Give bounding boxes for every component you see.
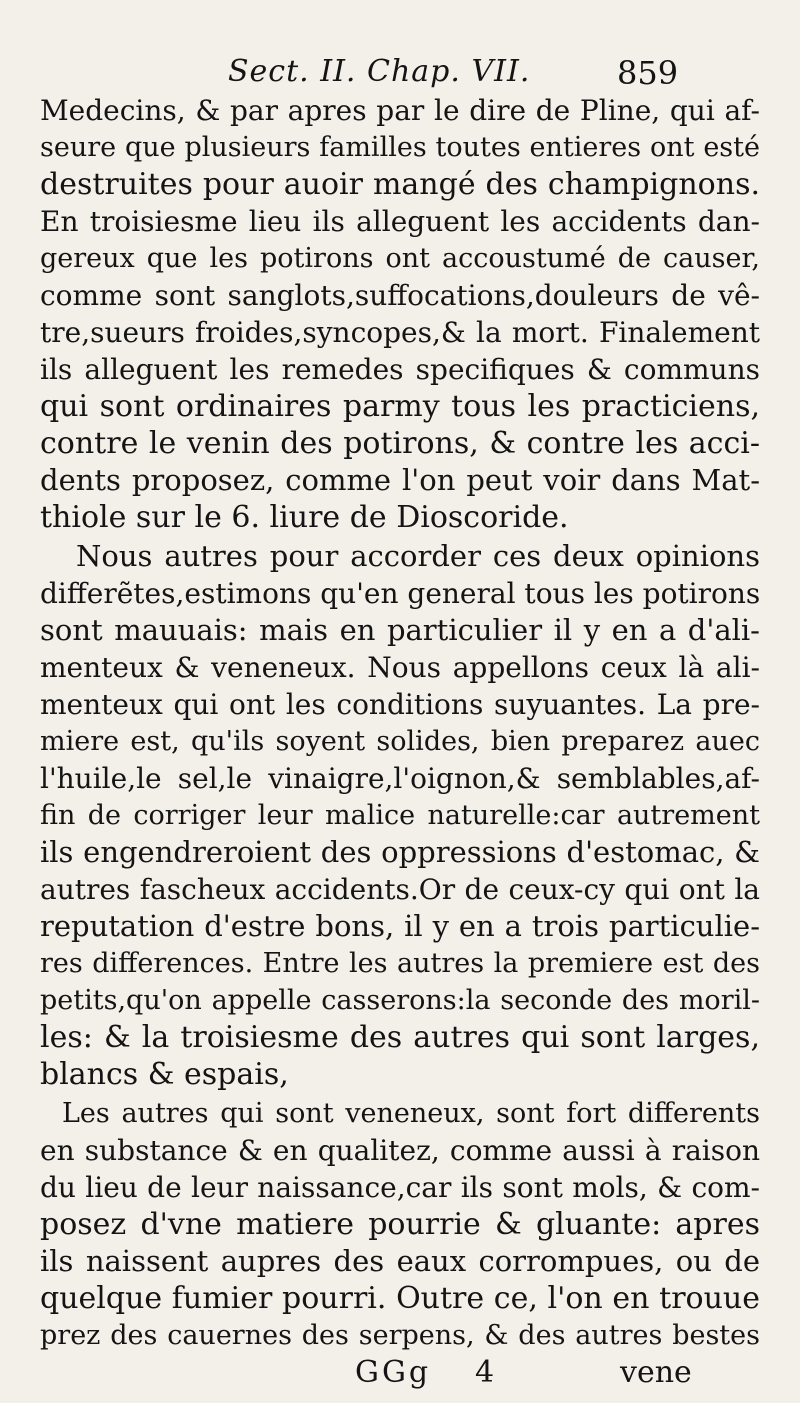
text-line: gereux que les potirons ont accoustumé de causer,	[40, 243, 760, 274]
text-line: ils naissent aupres des eaux corrompues, ou de	[40, 1244, 760, 1278]
text-line: quelque fumier pourri. Outre ce, l'on en trouue	[40, 1281, 760, 1316]
page-footer	[0, 1355, 800, 1395]
text-line: menteux & veneneux. Nous appellons ceux là ali-	[40, 651, 760, 684]
text-line: seure que plusieurs familles toutes entieres ont esté	[40, 132, 760, 163]
running-head: Sect. II. Chap. VII.	[228, 54, 531, 89]
signature-mark: GGg	[355, 1355, 432, 1390]
signature-number: 4	[475, 1355, 495, 1390]
text-line: sont mauuais: mais en particulier il y en a d'ali-	[40, 613, 760, 647]
text-line: posez d'vne matiere pourrie & gluante: apres	[40, 1207, 760, 1242]
text-line: thiole sur le 6. liure de Dioscoride.	[40, 500, 569, 535]
text-line: comme sont sanglots,suffocations,douleurs de vê-	[40, 279, 760, 312]
text-line: destruites pour auoir mangé des champignons.	[40, 167, 760, 202]
text-line: prez des cauernes des serpens, & des autres bestes	[40, 1320, 760, 1351]
text-line: En troisiesme lieu ils alleguent les accidents dan-	[40, 205, 760, 238]
text-line: fin de corriger leur malice naturelle:car autrement	[40, 800, 760, 831]
text-line: miere est, qu'ils soyent solides, bien preparez auec	[40, 726, 760, 757]
text-line: petits,qu'on appelle casserons:la seconde des moril-	[40, 985, 760, 1016]
text-line: tre,sueurs froides,syncopes,& la mort. Finalement	[40, 316, 760, 349]
paragraph-start-line: Les autres qui sont veneneux, sont fort differents	[62, 1098, 760, 1129]
text-line: Medecins, & par apres par le dire de Pline, qui af-	[40, 94, 760, 127]
text-line: ils engendreroient des oppressions d'estomac, &	[40, 835, 760, 869]
text-line: ils alleguent les remedes specifiques & communs	[40, 353, 760, 386]
text-line: differẽtes,estimons qu'en general tous les potirons	[40, 577, 761, 610]
text-line: reputation d'estre bons, il y en a trois particulie-	[40, 909, 760, 943]
page-header	[0, 54, 800, 94]
text-line: contre le venin des potirons, & contre les acci-	[40, 426, 760, 461]
text-line: menteux qui ont les conditions suyuantes. La pre-	[40, 688, 760, 721]
text-line: blancs & espais,	[40, 1057, 289, 1092]
text-line: du lieu de leur naissance,car ils sont mols, & com-	[40, 1171, 760, 1204]
text-line: les: & la troisiesme des autres qui sont larges,	[40, 1020, 760, 1055]
text-line: dents proposez, comme l'on peut voir dans Mat-	[40, 463, 760, 497]
text-line: qui sont ordinaires parmy tous les practiciens,	[40, 389, 760, 424]
text-line: res differences. Entre les autres la premiere est des	[40, 948, 760, 979]
paragraph-start-line: Nous autres pour accorder ces deux opinions	[76, 539, 760, 573]
catchword: vene	[620, 1355, 692, 1390]
text-line: l'huile,le sel,le vinaigre,l'oignon,& semblables,af-	[40, 762, 760, 795]
text-line: autres fascheux accidents.Or de ceux-cy qui ont la	[40, 873, 760, 906]
page-number: 859	[617, 54, 679, 92]
text-line: en substance & en qualitez, comme aussi à raison	[40, 1134, 760, 1167]
